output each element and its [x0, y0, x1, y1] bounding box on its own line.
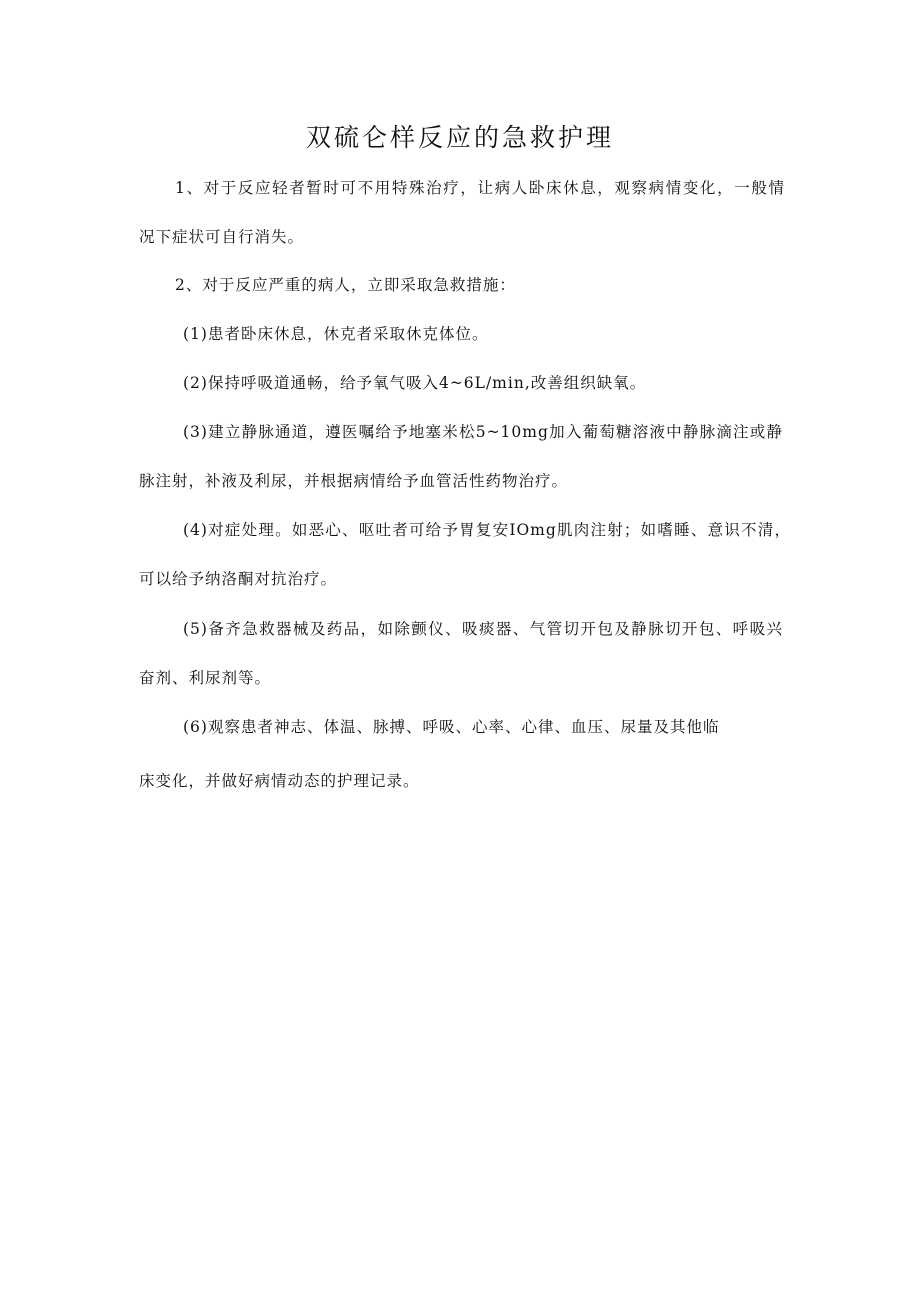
paragraph-1-line-2: 况下症状可自行消失。 — [139, 228, 305, 246]
item-5-line-2: 奋剂、利尿剂等。 — [139, 669, 272, 687]
item-5-line-1: (5)备齐急救器械及药品，如除颤仪、吸痰器、气管切开包及静脉切开包、呼吸兴 — [183, 620, 783, 638]
item-4-line-2: 可以给予纳洛酮对抗治疗。 — [139, 570, 338, 588]
paragraph-2-line-1: 2、对于反应严重的病人，立即采取急救措施： — [175, 276, 516, 294]
paragraph-1-line-1: 1、对于反应轻者暂时可不用特殊治疗，让病人卧床休息，观察病情变化，一般情 — [175, 179, 785, 197]
item-2-line-1: (2)保持呼吸道通畅，给予氧气吸入4~6L/min,改善组织缺氧。 — [183, 374, 647, 392]
item-4-line-1: (4)对症处理。如恶心、呕吐者可给予胃复安IOmg肌肉注射；如嗜睡、意识不清， — [183, 521, 791, 539]
item-6-line-1: (6)观察患者神志、体温、脉搏、呼吸、心率、心律、血压、尿量及其他临 — [183, 718, 720, 736]
document-title: 双硫仑样反应的急救护理 — [305, 123, 614, 152]
item-3-line-1: (3)建立静脉通道，遵医嘱给予地塞米松5~10mg加入葡萄糖溶液中静脉滴注或静 — [183, 423, 783, 441]
item-3-line-2: 脉注射，补液及利尿，并根据病情给予血管活性药物治疗。 — [139, 472, 569, 490]
item-1-line-1: (1)患者卧床休息，休克者采取休克体位。 — [183, 325, 489, 343]
item-6-line-2: 床变化，并做好病情动态的护理记录。 — [139, 772, 420, 790]
